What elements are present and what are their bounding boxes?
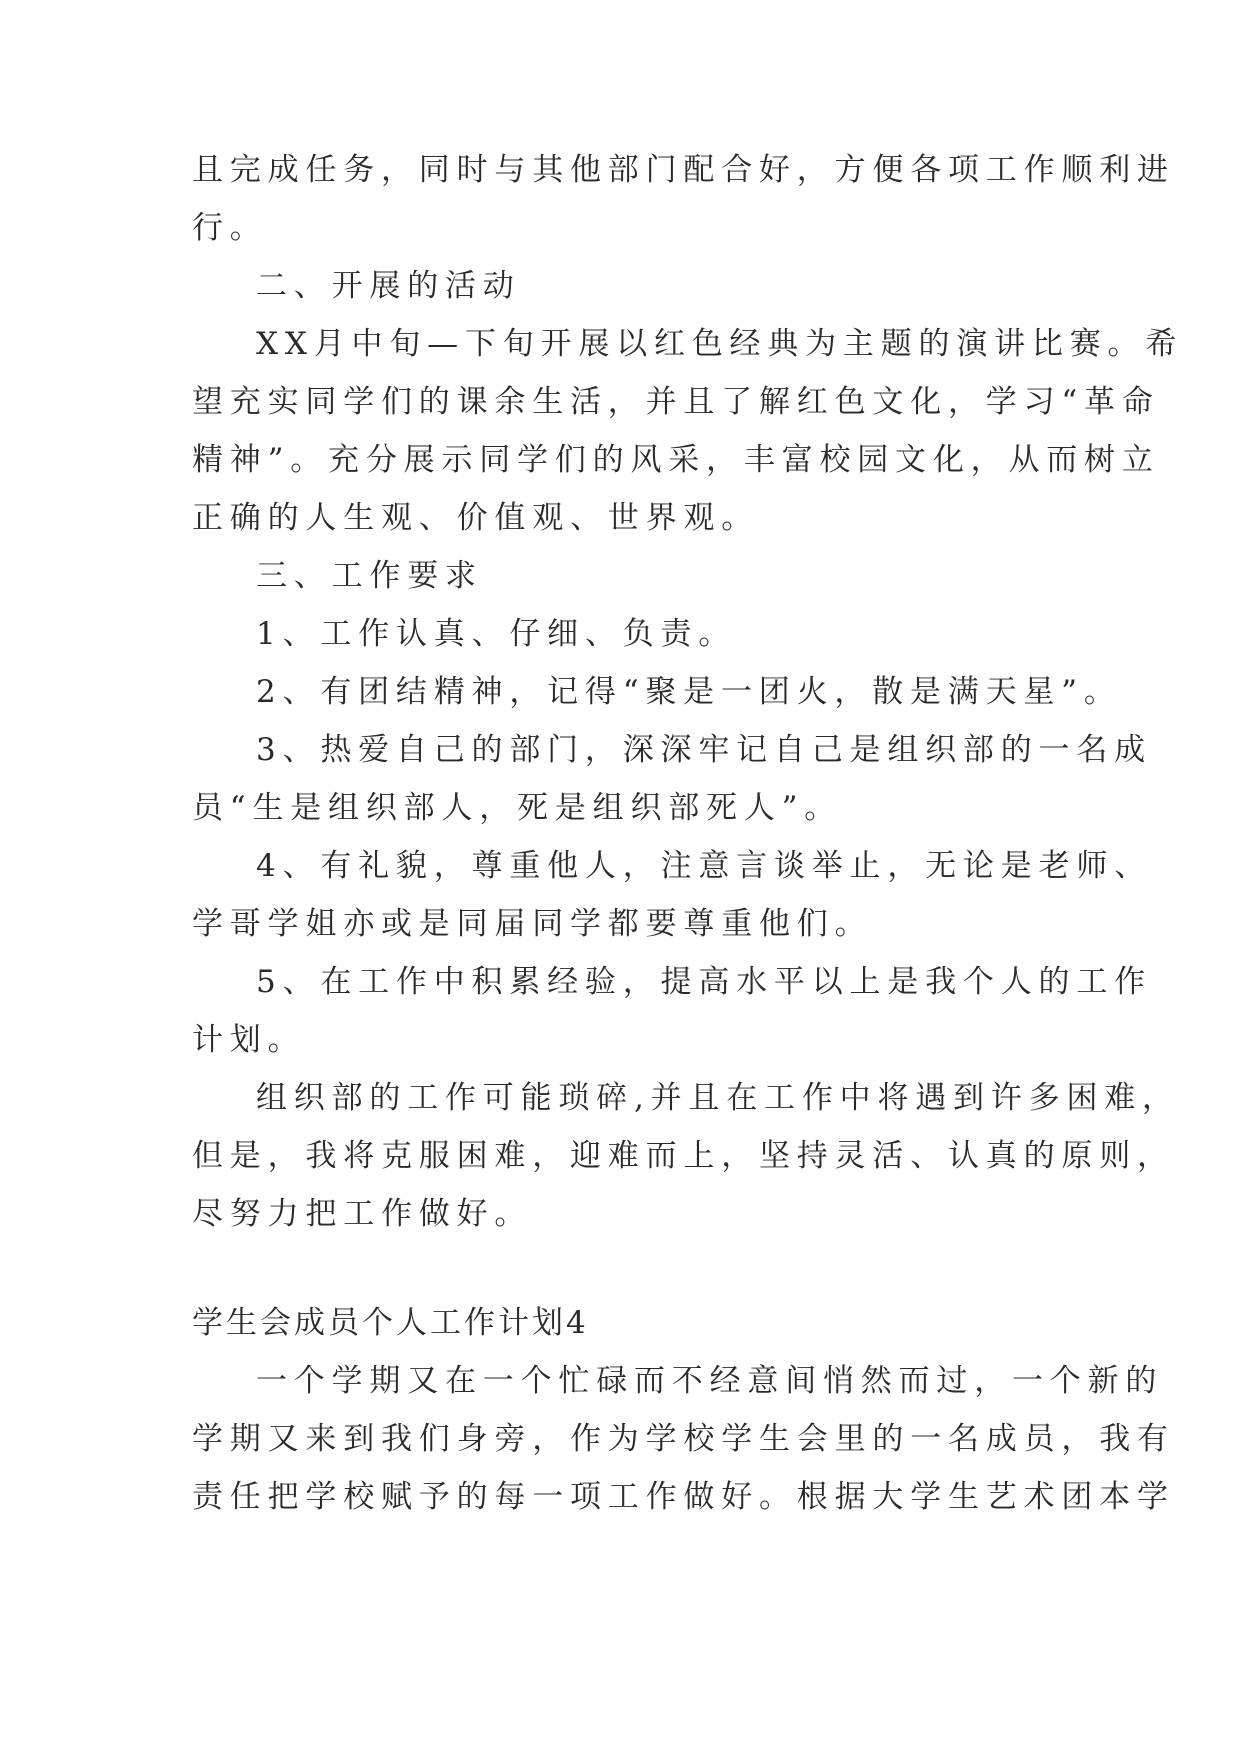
text-line: 计划。 (192, 1022, 306, 1058)
text-line: 学哥学姐亦或是同届同学都要尊重他们。 (192, 906, 873, 942)
list-item: 4、有礼貌，尊重他人，注意言谈举止，无论是老师、 (256, 848, 1152, 884)
section-heading: 三、工作要求 (256, 558, 483, 594)
text-line: 正确的人生观、价值观、世界观。 (192, 500, 759, 536)
section-heading: 二、开展的活动 (256, 268, 521, 304)
text-line: 精神”。充分展示同学们的风采，丰富校园文化，从而树立 (192, 442, 1160, 478)
text-line: 责任把学校赋予的每一项工作做好。根据大学生艺术团本学 (192, 1479, 1175, 1515)
text-line: 一个学期又在一个忙碌而不经意间悄然而过，一个新的 (256, 1363, 1164, 1399)
text-line: 且完成任务，同时与其他部门配合好，方便各项工作顺利进 (192, 152, 1175, 188)
text-line: 学期又来到我们身旁，作为学校学生会里的一名成员，我有 (192, 1421, 1175, 1457)
text-line: 组织部的工作可能琐碎,并且在工作中将遇到许多困难， (256, 1080, 1180, 1116)
list-item: 1、工作认真、仔细、负责。 (256, 616, 737, 652)
text-line: 但是，我将克服困难，迎难而上，坚持灵活、认真的原则， (192, 1138, 1175, 1174)
text-line: 尽努力把工作做好。 (192, 1196, 533, 1232)
list-item: 2、有团结精神，记得“聚是一团火，散是满天星”。 (256, 674, 1122, 710)
text-line: 员“生是组织部人，死是组织部死人”。 (192, 790, 843, 826)
list-item: 5、在工作中积累经验，提高水平以上是我个人的工作 (256, 964, 1152, 1000)
document-heading: 学生会成员个人工作计划4 (192, 1305, 589, 1341)
list-item: 3、热爱自己的部门，深深牢记自己是组织部的一名成 (256, 732, 1152, 768)
text-line: 行。 (192, 210, 268, 246)
text-line: XX月中旬—下旬开展以红色经典为主题的演讲比赛。希 (256, 326, 1184, 362)
text-line: 望充实同学们的课余生活，并且了解红色文化，学习“革命 (192, 384, 1160, 420)
